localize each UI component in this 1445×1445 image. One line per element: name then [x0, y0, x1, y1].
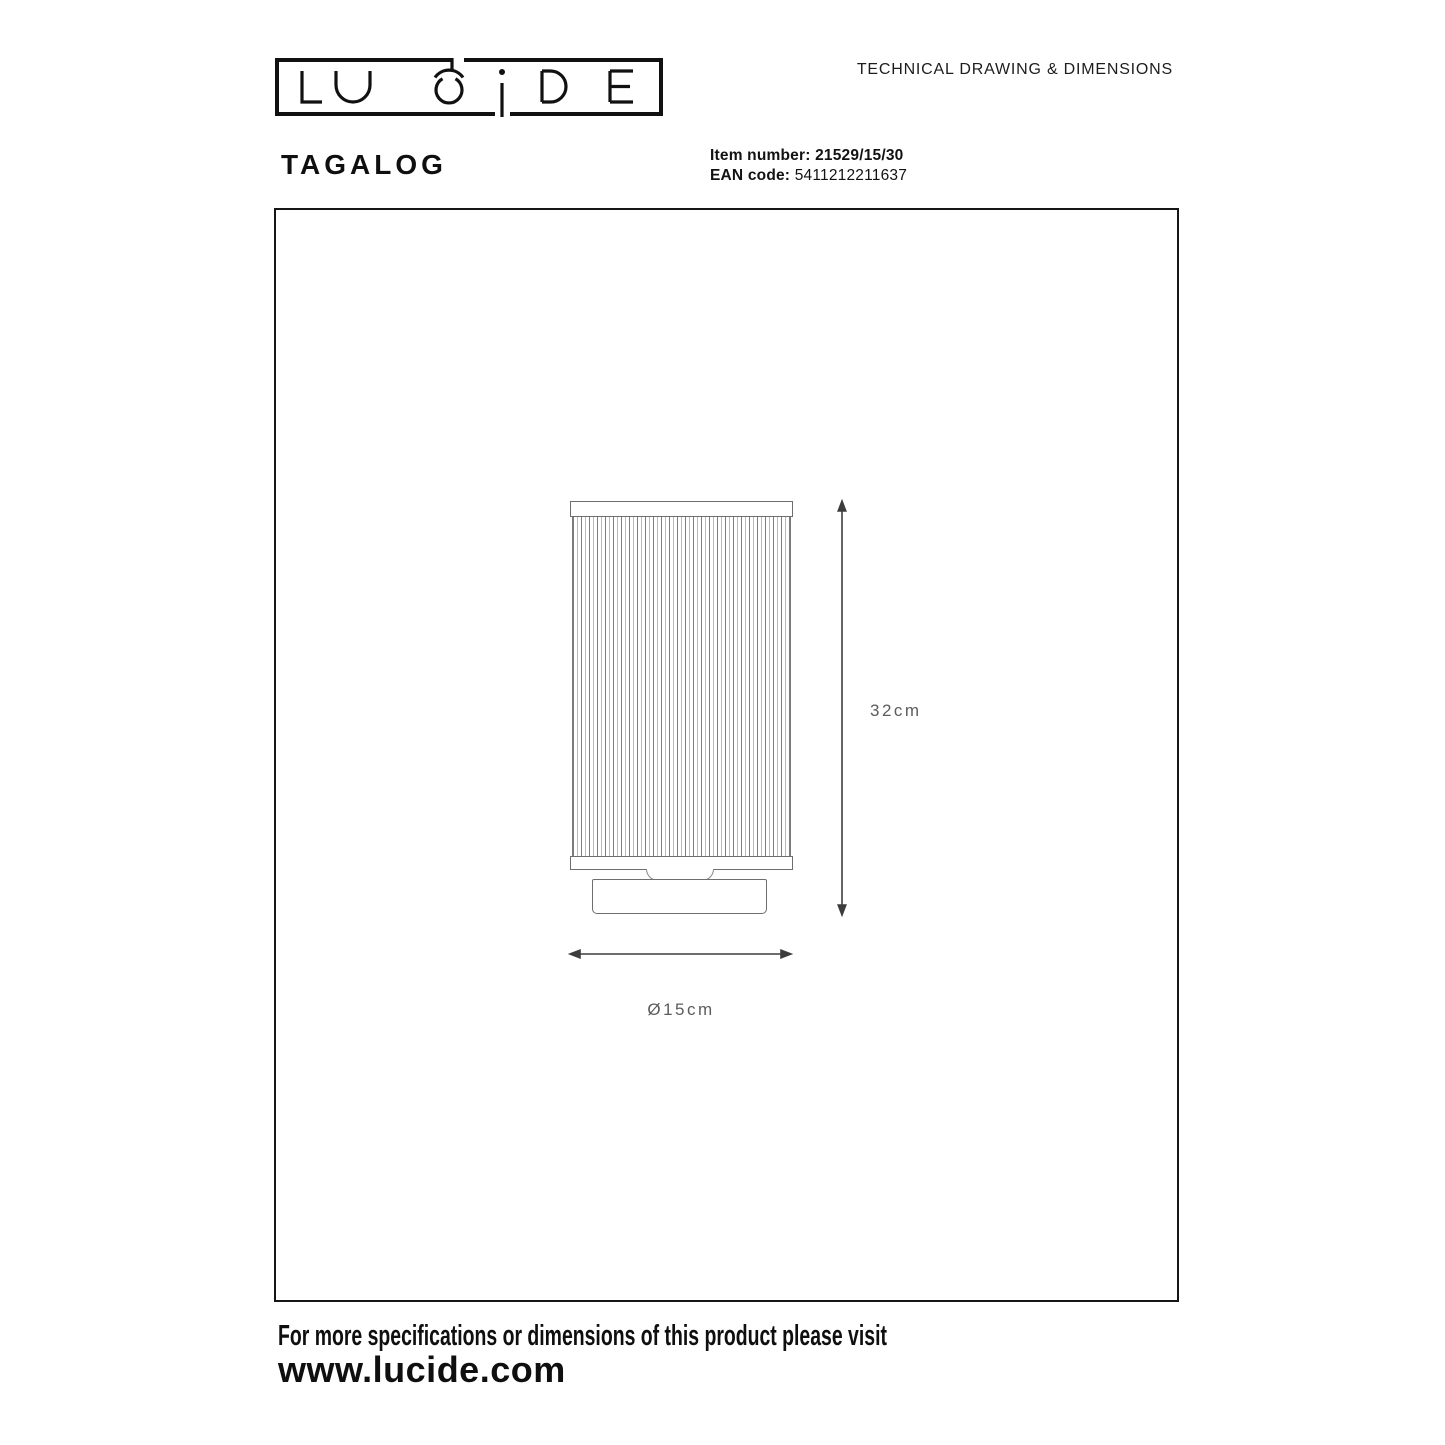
diameter-arrow-left-icon — [570, 950, 580, 958]
lucide-logo — [274, 56, 665, 119]
product-meta — [710, 146, 907, 186]
footer-note: For more specifications or dimensions of this product please visit — [278, 1320, 887, 1352]
item-number-label: Item number: — [710, 147, 811, 164]
item-number-value: 21529/15/30 — [815, 147, 904, 164]
ean-code-label: EAN code: — [710, 167, 791, 184]
logo-lamp-cap — [435, 70, 463, 77]
lamp-shade-top-ring — [570, 501, 793, 517]
logo-letters — [302, 58, 633, 117]
lamp-base — [592, 879, 767, 914]
document-title: TECHNICAL DRAWING & DIMENSIONS — [856, 61, 1173, 78]
lamp-shade-bottom-ring — [570, 856, 793, 870]
footer-website: www.lucide.com — [278, 1349, 566, 1390]
height-arrow-bottom-icon — [838, 905, 846, 915]
technical-drawing-frame — [274, 208, 1179, 1302]
product-name: TAGALOG — [281, 149, 447, 180]
diameter-arrow-right-icon — [781, 950, 791, 958]
ean-code-value: 5411212211637 — [794, 167, 908, 184]
height-dimension-label: 32cm — [870, 701, 922, 720]
diameter-dimension-label: Ø15cm — [647, 1000, 715, 1019]
item-number-row — [710, 146, 907, 166]
ean-code-row — [710, 166, 907, 186]
lamp-pleated-shade — [572, 517, 791, 856]
logo-i-dot — [499, 69, 505, 75]
height-arrow-top-icon — [838, 501, 846, 511]
